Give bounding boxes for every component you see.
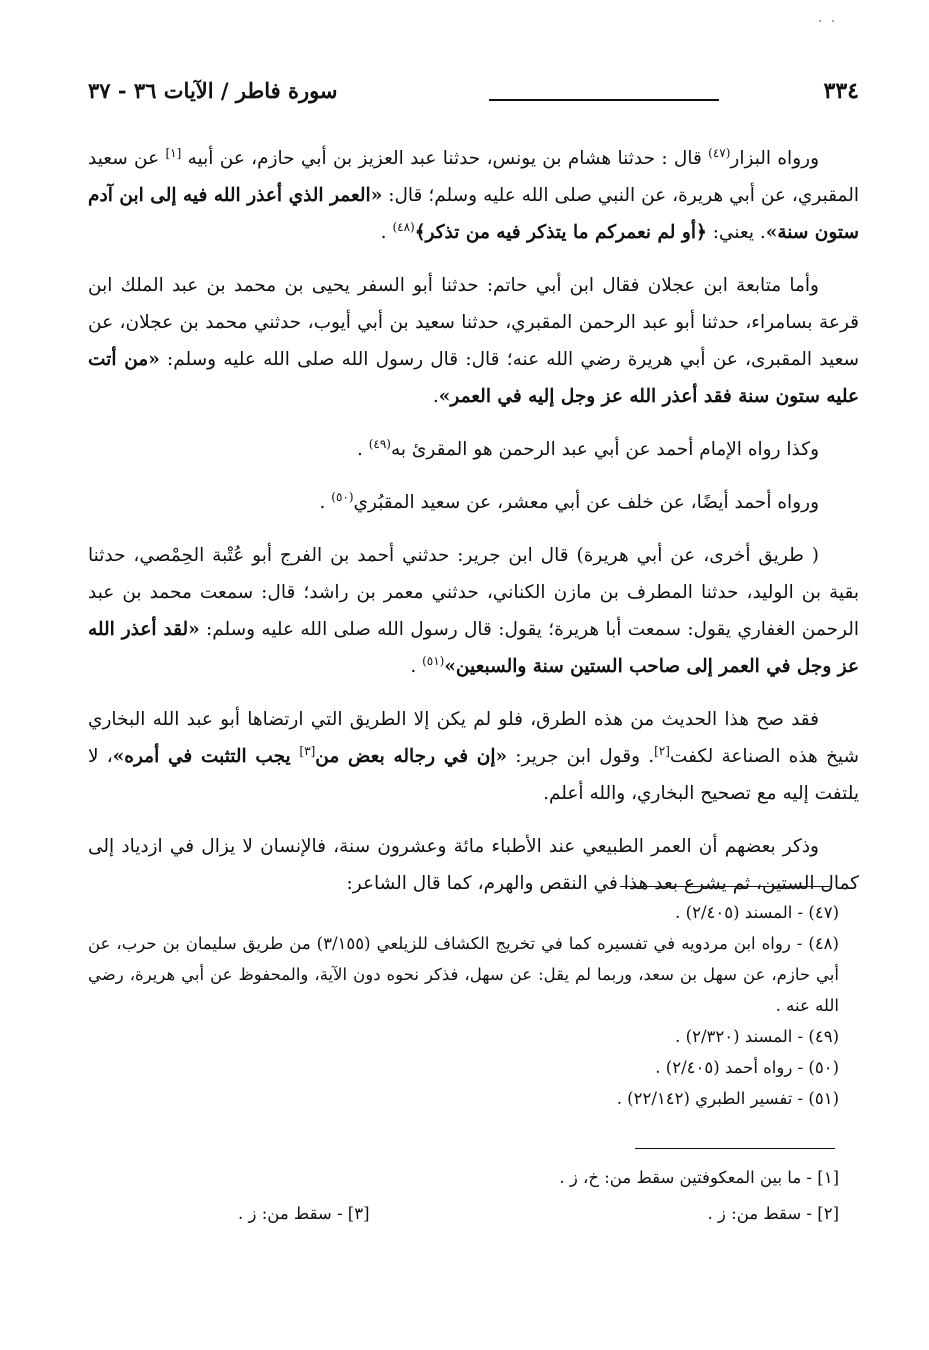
- text-segment: .: [356, 439, 369, 460]
- paragraph: [88, 828, 859, 902]
- footnote-marker: (٤٩): [368, 436, 391, 451]
- text-segment: ورواه البزار: [730, 148, 819, 169]
- header-title: سورة فاطر / الآيات ٣٦ - ٣٧: [88, 78, 338, 103]
- text-segment: .: [380, 222, 393, 243]
- footnote-divider: [620, 886, 830, 887]
- text-segment: ، لا يلتفت إليه مع تصحيح البخاري، والله أعلم.: [88, 746, 859, 804]
- hadith-quote: «من أتت عليه ستون سنة فقد أعذر الله عز وجل إليه في العمر»: [88, 349, 859, 407]
- footnote-marker: (٥٠): [331, 489, 354, 504]
- main-text: [88, 140, 859, 918]
- hadith-quote: «العمر الذي أعذر الله فيه إلى ابن آدم ستون سنة»: [88, 185, 859, 243]
- text-segment: ( طريق أخرى، عن أبي هريرة) قال ابن جرير: حدثني أحمد بن الفرج أبو عُتْبة الحِمْصي، حدثنا بقية بن الوليد، حدثنا المطرف بن مازن الكناني، حدثني معمر بن راشد؛ قال: سمعت محمد بن عبد الرحمن الغفاري يقول: سمعت أبا هريرة؛ يقول: قال رسول الله صلى الله عليه وسلم:: [88, 545, 859, 640]
- running-header: [88, 78, 859, 112]
- text-segment: وكذا رواه الإمام أحمد عن أبي عبد الرحمن هو المقرئ به: [390, 439, 819, 460]
- text-segment: فقد صح هذا الحديث من هذه الطرق، فلو لم يكن إلا الطريق التي ارتضاها أبو عبد الله البخاري شيخ هذه الصناعة لكفت: [88, 709, 860, 767]
- variant-row: [88, 1196, 839, 1232]
- text-segment: .: [319, 492, 332, 513]
- paragraph: [88, 140, 859, 251]
- hadith-quote: «لقد أعذر الله عز وجل في العمر إلى صاحب الستين سنة والسبعين»: [88, 619, 859, 677]
- footnote: (٤٨) - رواه ابن مردويه في تفسيره كما في تخريج الكشاف للزيلعي (٣/١٥٥) من طريق سليمان بن حرب، عن أبي حازم، عن سهل بن سعد، وربما لم يقل: عن سهل، فذكر نحوه دون الآية، والمحفوظ عن أبي هريرة، رضي الله عنه .: [88, 934, 839, 1015]
- text-segment: .: [432, 386, 439, 407]
- footnote-marker: [٢]: [654, 743, 670, 758]
- text-segment: ورواه أحمد أيضًا، عن خلف عن أبي معشر، عن سعيد المقبُري: [353, 492, 819, 513]
- footnote: (٤٧) - المسند (٢/٤٠٥) .: [675, 903, 839, 922]
- text-segment: .: [410, 656, 423, 677]
- paragraph: [88, 431, 859, 468]
- scan-dots: · ·: [818, 14, 838, 30]
- text-segment: . يعني:: [706, 222, 766, 243]
- manuscript-variants: [88, 1160, 839, 1232]
- text-segment: قال : حدثنا هشام بن يونس، حدثنا عبد العزيز بن أبي حازم، عن أبيه: [181, 148, 709, 169]
- footnote-marker: (٥١): [422, 653, 445, 668]
- hadith-quote: «إن في رجاله بعض من: [315, 746, 508, 767]
- header-rule: [489, 99, 719, 101]
- footnote-marker: [١]: [165, 145, 182, 160]
- footnote-marker: (٤٧): [708, 145, 731, 160]
- hadith-quote: ﴿أو لم نعمركم ما يتذكر فيه من تذكر﴾: [414, 222, 707, 243]
- text-segment: عن سعيد المقبري، عن أبي هريرة، عن النبي صلى الله عليه وسلم؛ قال:: [88, 148, 859, 206]
- variants-divider: [635, 1148, 835, 1149]
- hadith-quote: يجب التثبت في أمره»: [112, 746, 300, 767]
- variant-note: [٢] - سقط من: ز .: [707, 1204, 839, 1223]
- footnote: (٥١) - تفسير الطبري (٢٢/١٤٢) .: [616, 1089, 839, 1108]
- footnotes: [88, 897, 839, 1114]
- footnote-marker: [٣]: [299, 743, 316, 758]
- variant-note: [٣] - سقط من: ز .: [238, 1204, 370, 1223]
- paragraph: [88, 484, 859, 521]
- page-number: ٣٣٤: [823, 78, 859, 104]
- footnote: (٤٩) - المسند (٢/٣٢٠) .: [675, 1027, 839, 1046]
- footnote-marker: (٤٨): [392, 219, 415, 234]
- text-segment: . وقول ابن جرير:: [507, 746, 655, 767]
- footnote: (٥٠) - رواه أحمد (٢/٤٠٥) .: [655, 1058, 839, 1077]
- variant-note: [١] - ما بين المعكوفتين سقط من: خ، ز .: [559, 1168, 839, 1187]
- paragraph: [88, 267, 859, 415]
- text-segment: وذكر بعضهم أن العمر الطبيعي عند الأطباء مائة وعشرون سنة، فالإنسان لا يزال في ازدياد إلى كمال الستين، ثم يشرع بعد هذا في النقص والهرم، كما قال الشاعر:: [88, 836, 859, 894]
- paragraph: [88, 537, 859, 685]
- text-segment: وأما متابعة ابن عجلان فقال ابن أبي حاتم: حدثنا أبو السفر يحيى بن محمد بن عبد الملك ابن قرعة بسامراء، حدثنا أبو عبد الرحمن المقبري، حدثنا سعيد بن أبي أيوب، حدثني محمد بن عجلان، عن سعيد المقبرى، عن أبي هريرة رضي الله عنه؛ قال: قال رسول الله صلى الله عليه وسلم:: [88, 275, 859, 370]
- paragraph: [88, 701, 859, 812]
